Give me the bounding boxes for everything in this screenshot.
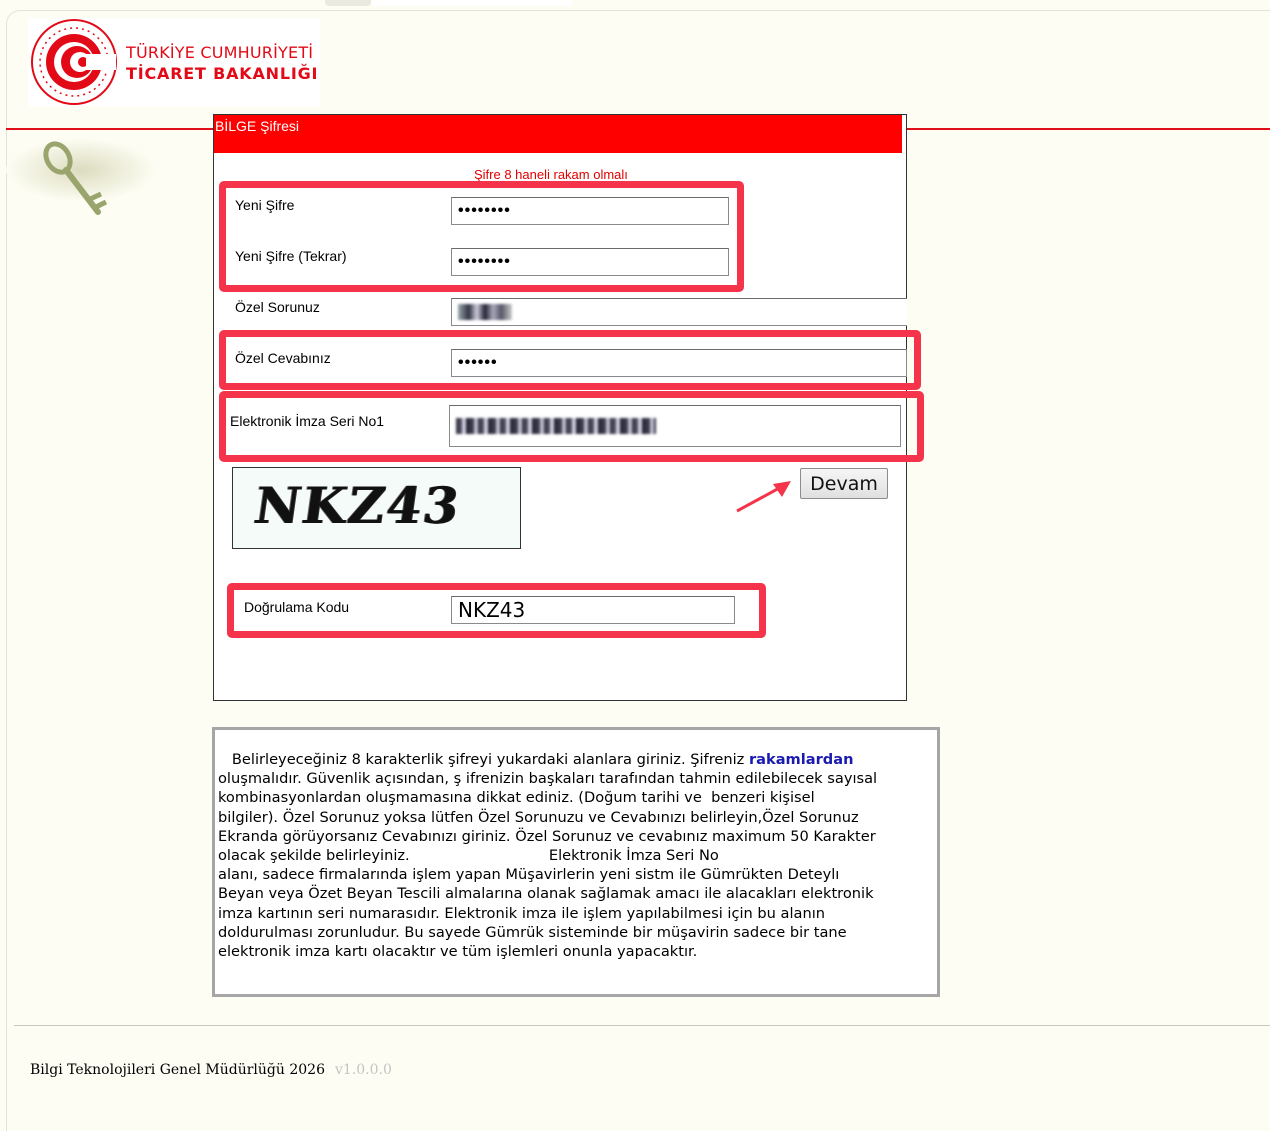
- esign-serial-label: Elektronik İmza Seri No1: [230, 413, 385, 429]
- info-text-rest: oluşmalıdır. Güvenlik açısından, ş ifrenizin başkaları tarafından tahmin edilebilecek sayısal kombinasyonlardan oluşmamasına dikkat ediniz. (Doğum tarihi ve benzeri kişisel bilgiler). Özel Sorunuz yoksa lütfen Özel Sorunuzu ve Cevabınızı belirleyin,Özel Sorunuz Ekranda görüyorsanız Cevabınızı giriniz. Özel Sorunuz ve cevabınız maximum 50 Karakter olacak şekilde belirleyiniz. Elektronik İmza Seri No alanı, sadece firmalarında işlem yapan Müşavirlerin yeni sistm ile Gümrükten Deteylı Beyan veya Özet Beyan Tescili almalarına olanak sağlamak amacı ile alacakları elektronik imza kartının seri numarasıdır. Elektronik imza ile işlem yapılabilmesi için bu alanın doldurulması zorunludur. Bu sayede Gümrük sisteminde bir müşavirin sadece bir tane elektronik imza kartı olacaktır ve tüm işlemleri onunla yapacaktır.: [218, 770, 878, 961]
- captcha-image: [232, 467, 521, 549]
- ministry-emblem-icon: [28, 18, 120, 106]
- key-icon: [6, 130, 156, 230]
- ministry-name-line2: TİCARET BAKANLIĞI: [126, 64, 319, 83]
- security-answer-label: Özel Cevabınız: [235, 350, 331, 366]
- new-password-repeat-label: Yeni Şifre (Tekrar): [235, 248, 347, 264]
- highlight-verification-code: [227, 583, 766, 638]
- panel-title: BİLGE Şifresi: [215, 118, 300, 134]
- new-password-label: Yeni Şifre: [235, 197, 295, 213]
- verification-code-label: Doğrulama Kodu: [244, 599, 350, 615]
- info-box: [212, 727, 940, 997]
- info-text-start: Belirleyeceğiniz 8 karakterlik şifreyi yukardaki alanlara giriniz. Şifreniz: [218, 751, 749, 768]
- info-highlight: rakamlardan: [748, 751, 854, 768]
- captcha-text: NKZ43: [250, 476, 465, 535]
- security-answer-value: ••••••: [458, 354, 498, 371]
- security-question-field: [451, 298, 907, 326]
- ministry-logo: [28, 18, 320, 106]
- highlight-new-password: [219, 181, 744, 292]
- ministry-name-line1: TÜRKİYE CUMHURİYETİ: [126, 43, 314, 62]
- new-password-repeat-value: ••••••••: [458, 253, 511, 270]
- browser-tab-active[interactable]: [372, 0, 572, 6]
- highlight-security-answer: [219, 330, 921, 390]
- highlight-esign-serial: [219, 391, 924, 462]
- info-text: [218, 750, 934, 961]
- footer-divider: [14, 1025, 1270, 1026]
- continue-button[interactable]: Devam: [800, 468, 888, 499]
- security-question-redacted: [458, 304, 512, 320]
- password-hint: Şifre 8 haneli rakam olmalı: [474, 167, 628, 182]
- ministry-name: [126, 42, 318, 84]
- panel-header: [214, 115, 902, 153]
- footer: [30, 1062, 392, 1078]
- new-password-value: ••••••••: [458, 202, 511, 219]
- footer-org: Bilgi Teknolojileri Genel Müdürlüğü 2026: [30, 1062, 325, 1078]
- annotation-arrow-icon: [735, 478, 795, 518]
- verification-code-value: NKZ43: [458, 598, 526, 622]
- footer-version: v1.0.0.0: [334, 1062, 392, 1078]
- security-question-label: Özel Sorunuz: [235, 299, 320, 315]
- browser-tab[interactable]: [325, 0, 371, 6]
